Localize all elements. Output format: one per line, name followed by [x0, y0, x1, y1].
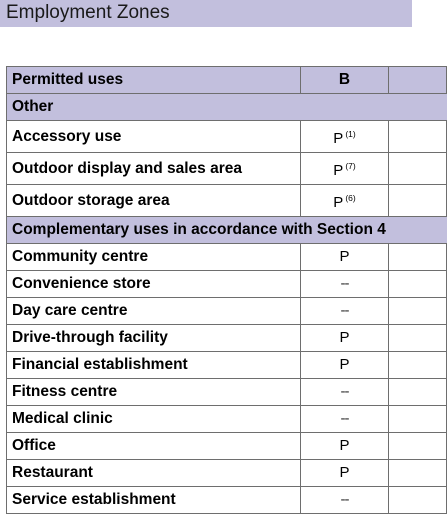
next-zone-cell — [389, 352, 447, 379]
zone-b-value-cell — [301, 185, 389, 217]
zone-b-value-cell — [301, 352, 389, 379]
permission-value: -- — [340, 275, 349, 292]
next-zone-cell — [389, 244, 447, 271]
permission-value: P — [339, 329, 350, 346]
permission-value: P — [333, 130, 344, 147]
table-row — [7, 244, 447, 271]
column-header-next-zone — [389, 67, 447, 94]
footnote-reference: (7) — [345, 161, 356, 171]
zone-b-value-cell — [301, 244, 389, 271]
permission-value: P — [333, 194, 344, 211]
use-name-cell: Restaurant — [7, 460, 301, 487]
zone-b-value-cell — [301, 406, 389, 433]
page-title: Employment Zones — [6, 2, 170, 23]
next-zone-cell — [389, 460, 447, 487]
column-header-permitted-uses: Permitted uses — [7, 67, 301, 94]
use-name-cell: Service establishment — [7, 487, 301, 514]
use-name-cell: Day care centre — [7, 298, 301, 325]
table-row — [7, 271, 447, 298]
next-zone-cell — [389, 121, 447, 153]
permission-value: P — [339, 464, 350, 481]
zone-b-value-cell — [301, 379, 389, 406]
table-row — [7, 379, 447, 406]
table-row — [7, 121, 447, 153]
section-label: Other — [7, 94, 447, 121]
use-name-cell: Financial establishment — [7, 352, 301, 379]
next-zone-cell — [389, 298, 447, 325]
permission-value: -- — [340, 491, 349, 508]
zone-b-value-cell — [301, 153, 389, 185]
next-zone-cell — [389, 153, 447, 185]
zone-b-value-cell — [301, 271, 389, 298]
table-body — [7, 94, 447, 514]
use-name-cell: Outdoor storage area — [7, 185, 301, 217]
zone-b-value-cell — [301, 298, 389, 325]
column-header-zone-b: B — [301, 67, 389, 94]
permission-value: -- — [340, 410, 349, 427]
next-zone-cell — [389, 185, 447, 217]
next-zone-cell — [389, 379, 447, 406]
next-zone-cell — [389, 433, 447, 460]
permission-value: P — [339, 437, 350, 454]
permission-value: P — [339, 248, 350, 265]
next-zone-cell — [389, 271, 447, 298]
use-name-cell: Medical clinic — [7, 406, 301, 433]
section-label: Complementary uses in accordance with Section 4 — [7, 217, 447, 244]
use-name-cell: Drive-through facility — [7, 325, 301, 352]
table-row — [7, 487, 447, 514]
zone-b-value-cell — [301, 460, 389, 487]
use-name-cell: Convenience store — [7, 271, 301, 298]
footnote-reference: (6) — [345, 193, 356, 203]
permission-value: -- — [340, 383, 349, 400]
use-name-cell: Accessory use — [7, 121, 301, 153]
zone-b-value-cell — [301, 325, 389, 352]
zone-b-value-cell — [301, 433, 389, 460]
permitted-uses-table — [6, 66, 447, 514]
table-row — [7, 153, 447, 185]
section-row — [7, 217, 447, 244]
section-row — [7, 94, 447, 121]
table-row — [7, 433, 447, 460]
permission-value: -- — [340, 302, 349, 319]
next-zone-cell — [389, 406, 447, 433]
use-name-cell: Fitness centre — [7, 379, 301, 406]
permitted-uses-table-container — [6, 66, 412, 508]
permission-value: P — [333, 162, 344, 179]
table-row — [7, 325, 447, 352]
next-zone-cell — [389, 325, 447, 352]
table-row — [7, 298, 447, 325]
table-row — [7, 406, 447, 433]
use-name-cell: Office — [7, 433, 301, 460]
table-row — [7, 460, 447, 487]
zone-b-value-cell — [301, 121, 389, 153]
table-header-row — [7, 67, 447, 94]
use-name-cell: Community centre — [7, 244, 301, 271]
footnote-reference: (1) — [345, 129, 356, 139]
next-zone-cell — [389, 487, 447, 514]
use-name-cell: Outdoor display and sales area — [7, 153, 301, 185]
zone-b-value-cell — [301, 487, 389, 514]
permission-value: P — [339, 356, 350, 373]
table-row — [7, 352, 447, 379]
table-row — [7, 185, 447, 217]
